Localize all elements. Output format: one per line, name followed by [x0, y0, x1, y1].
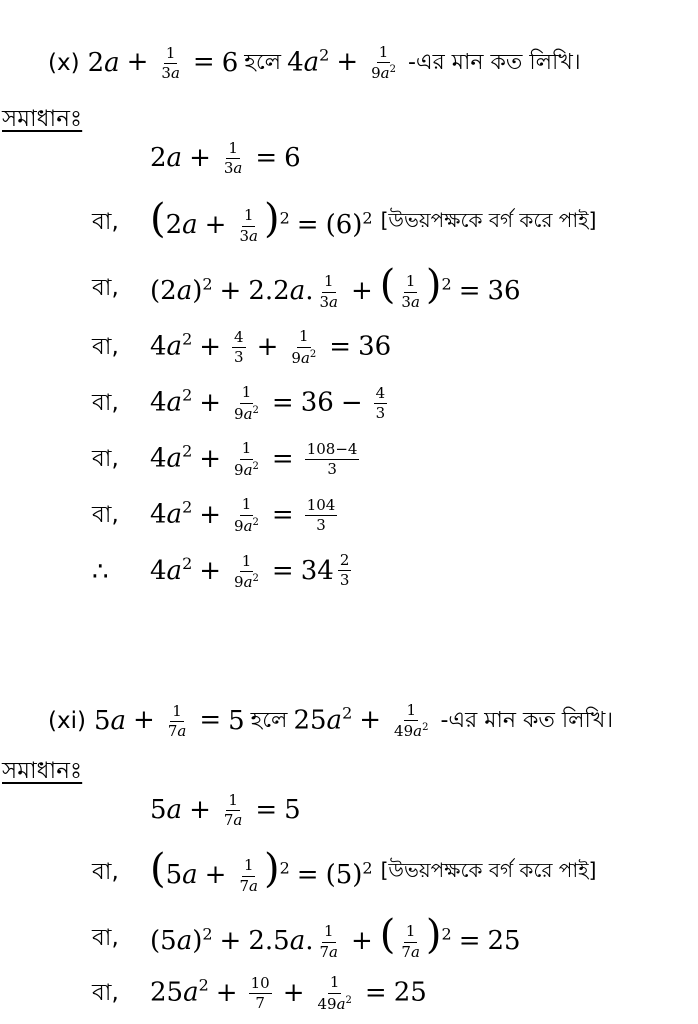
problem-xi-connector: হলে — [250, 708, 288, 734]
step-x-6: বা, $4a^2$ + $\frac{1}{9a^2}$ = $\frac{108-4}{3}$ — [92, 439, 358, 479]
step-x-5: বা, $4a^2$ + $\frac{1}{9a^2}$ = 36 − $\frac{4}{3}$ — [92, 383, 386, 423]
step-x-2: বা, (2a + $\frac{1}{3a}$ )$^2 = (6)^2$ [উভয়পক্ষকে বর্গ করে পাই] — [92, 196, 597, 245]
therefore-symbol: ∴ — [92, 556, 109, 587]
step-xi-2: বা, (5a + $\frac{1}{7a}$ )$^2 = (5)^2$ [উভয়পক্ষকে বর্গ করে পাই] — [92, 846, 597, 895]
problem-x-statement — [48, 44, 587, 83]
problem-x-target: $4a^2$ + $\frac{1}{9a^2}$ — [287, 43, 396, 83]
step-note: [উভয়পক্ষকে বর্গ করে পাই] — [380, 207, 597, 232]
solution-heading-x: সমাধানঃ — [2, 106, 83, 132]
problem-xi-statement — [48, 702, 619, 741]
step-xi-3: বা, $(5a)^2 + 2.5a$. $\frac{1}{7a}$ + ( $\frac{1}{7a}$ )$^2$ = 25 — [92, 912, 521, 961]
problem-xi-lhs: 5a + $\frac{1}{7a}$ = 5 — [93, 701, 245, 740]
step-x-4: বা, $4a^2$ + $\frac{4}{3}$ + $\frac{1}{9a^2}$ = 36 — [92, 327, 392, 367]
problem-xi-suffix: -এর মান কত লিখি। — [440, 708, 614, 734]
step-x-8-conclusion: ∴ $4a^2$ + $\frac{1}{9a^2}$ = 34 $\frac{2}{3}$ — [92, 551, 350, 591]
step-prefix: বা, — [92, 208, 119, 235]
problem-x-connector: হলে — [244, 50, 282, 76]
step-xi-1: 5a + $\frac{1}{7a}$ = 5 — [150, 791, 301, 830]
step-x-7: বা, $4a^2$ + $\frac{1}{9a^2}$ = $\frac{104}{3}$ — [92, 495, 336, 535]
step-x-3: বা, $(2a)^2 + 2.2a$. $\frac{1}{3a}$ + ( $\frac{1}{3a}$ )$^2$ = 36 — [92, 262, 521, 311]
problem-xi-target: $25a^2$ + $\frac{1}{49a^2}$ — [293, 701, 429, 741]
step-xi-4: বা, $25a^2$ + $\frac{10}{7}$ + $\frac{1}{49a^2}$ = 25 — [92, 973, 427, 1013]
problem-x-lhs: 2a + $\frac{1}{3a}$ = 6 — [87, 43, 239, 82]
problem-x-suffix: -এর মান কত লিখি। — [407, 50, 581, 76]
problem-x-label: (x) — [48, 49, 80, 76]
step-x-1: 2a + $\frac{1}{3a}$ = 6 — [150, 139, 301, 178]
problem-xi-label: (xi) — [48, 707, 86, 734]
solution-heading-xi: সমাধানঃ — [2, 758, 83, 784]
